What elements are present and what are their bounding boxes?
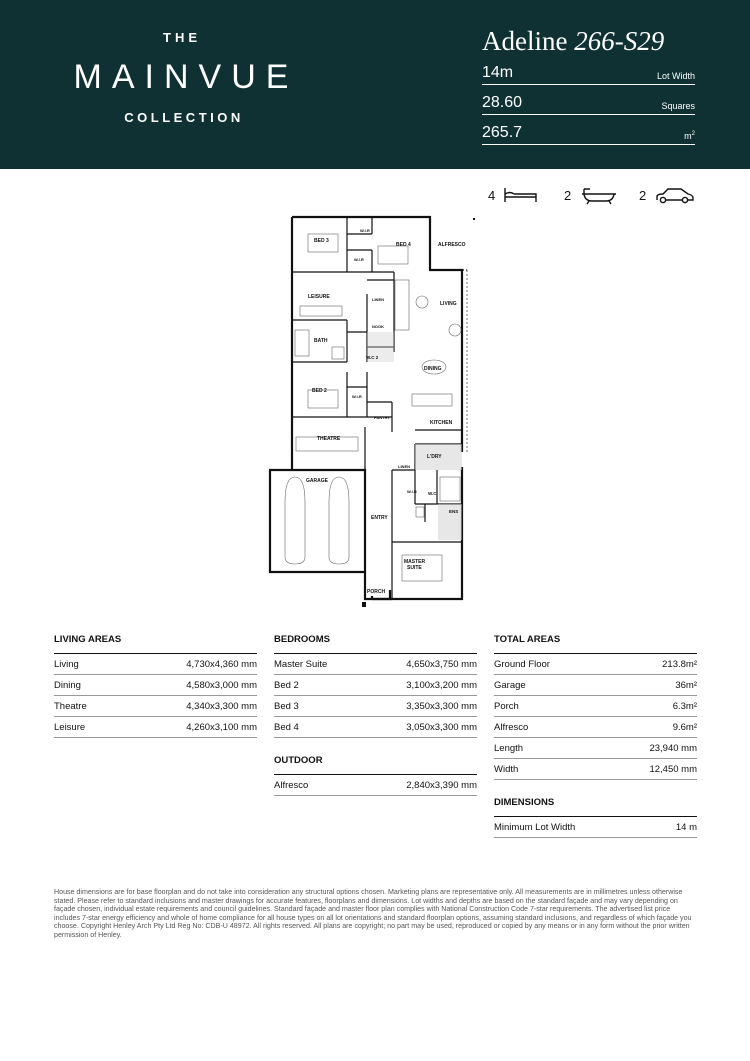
spec-value: 265.7 (482, 124, 523, 141)
room-label: ALFRESCO (438, 242, 466, 248)
spec-unit (684, 131, 695, 141)
room-label: ENTRY (371, 515, 388, 521)
room-label: W.I.R (407, 489, 417, 494)
room-label: BED 2 (312, 388, 327, 394)
table-row (274, 717, 477, 738)
row-value: 2,840x3,390 mm (406, 779, 477, 791)
row-label: Porch (494, 700, 519, 712)
room-label: LEISURE (308, 294, 330, 300)
table-row (54, 675, 257, 696)
table-row (54, 717, 257, 738)
room-label: DINING (424, 366, 442, 372)
row-value: 4,340x3,300 mm (186, 700, 257, 712)
room-label: LIVING (440, 301, 457, 307)
spec-area (482, 120, 695, 145)
bedrooms-table (274, 634, 477, 796)
table-row (274, 675, 477, 696)
room-label: W.I.R (354, 257, 364, 262)
spec-unit-sup: 2 (691, 131, 695, 137)
header-banner (0, 0, 750, 169)
total-areas-table (494, 634, 697, 838)
model-name: Adeline (482, 26, 568, 56)
row-value: 4,260x3,100 mm (186, 721, 257, 733)
car-icon (654, 186, 696, 206)
room-label: PORCH (367, 589, 386, 595)
row-value: 3,050x3,300 mm (406, 721, 477, 733)
disclaimer-text: House dimensions are for base floorplan and do not take into consideration any structural options chosen. Marketing plans are representative only. All measurements are in millimetres unless otherwise stated. Please refer to standard inclusions and master drawings for accurate features, floorplans and dimensions. Lot widths and depths are based on the standard façade and may vary depending on façade chosen, individual estate requirements and council guidelines. Standard façade and master floor plan complies with National Construction Code 7-star requirements. The advertised list price includes 7-star energy efficiency and whole of home compliance for all house types on all lot orientations and standard floorplan options, assuming standard inclusions, and regardless of which façade you choose. Copyright Henley Arch Pty Ltd Reg No: CDB-U 48972. All rights reserved. All plans are copyright; no part may be used, reproduced or copied by any means or in any form without the prior written permission of Henley. (54, 888, 692, 939)
bathroom-count: 2 (564, 188, 572, 203)
row-value: 14 m (675, 821, 697, 833)
row-value: 4,730x4,360 mm (186, 658, 257, 670)
bedroom-count: 4 (488, 188, 496, 203)
feature-icons (482, 184, 697, 208)
room-label: W.I.R (352, 394, 362, 399)
row-value: 4,580x3,000 mm (186, 679, 257, 691)
row-label: Minimum Lot Width (494, 821, 576, 833)
room-label: BED 3 (314, 238, 329, 244)
spec-value: 28.60 (482, 94, 523, 111)
table-row (494, 675, 697, 696)
row-value: 3,100x3,200 mm (406, 679, 477, 691)
room-label: LINEN (372, 297, 384, 302)
row-label: Bed 4 (274, 721, 299, 733)
spec-lot-width (482, 60, 695, 85)
row-value: 213.8m² (662, 658, 697, 670)
spec-unit: Squares (661, 101, 695, 111)
room-label: L'DRY (427, 454, 442, 460)
table-row (494, 717, 697, 738)
room-label: BATH (314, 338, 328, 344)
row-value: 36m² (675, 679, 697, 691)
spec-squares (482, 90, 695, 115)
room-label: W.C (428, 491, 437, 496)
room-label: ENS (449, 509, 459, 514)
row-label: Garage (494, 679, 526, 691)
model-title (482, 26, 664, 57)
table-row (274, 654, 477, 675)
bath-icon (580, 185, 618, 205)
living-areas-table (54, 634, 257, 738)
table-row (54, 654, 257, 675)
row-value: 3,350x3,300 mm (406, 700, 477, 712)
row-label: Living (54, 658, 79, 670)
table-row (494, 654, 697, 675)
row-label: Alfresco (274, 779, 309, 791)
row-label: Ground Floor (494, 658, 550, 670)
section-heading: BEDROOMS (274, 634, 477, 654)
section-heading: TOTAL AREAS (494, 634, 697, 654)
room-label: W.I.R (360, 228, 370, 233)
room-label: MASTER (404, 559, 426, 565)
row-label: Alfresco (494, 721, 529, 733)
spec-value: 14m (482, 64, 514, 81)
row-label: Master Suite (274, 658, 328, 670)
row-label: Width (494, 763, 519, 775)
room-label: GARAGE (306, 478, 328, 484)
row-label: Leisure (54, 721, 86, 733)
spec-unit: Lot Width (656, 71, 695, 81)
row-label: Theatre (54, 700, 87, 712)
section-heading: LIVING AREAS (54, 634, 257, 654)
table-row (494, 696, 697, 717)
section-heading: DIMENSIONS (494, 797, 697, 817)
table-row (494, 817, 697, 838)
room-label: BED 4 (396, 242, 411, 248)
floorplan (262, 212, 492, 612)
row-label: Dining (54, 679, 81, 691)
table-row (54, 696, 257, 717)
brand-collection: COLLECTION (124, 110, 244, 125)
row-value: 4,650x3,750 mm (406, 658, 477, 670)
room-label: W.C 2 (366, 355, 379, 360)
room-label: LINEN (398, 464, 410, 469)
room-label: THEATRE (317, 436, 341, 442)
room-label: SUITE (407, 565, 422, 571)
row-value: 9.6m² (672, 721, 697, 733)
row-value: 23,940 mm (649, 742, 697, 754)
brand-the: THE (163, 30, 201, 45)
row-value: 6.3m² (672, 700, 697, 712)
room-label: KITCHEN (430, 420, 453, 426)
row-value: 12,450 mm (649, 763, 697, 775)
row-label: Length (494, 742, 524, 754)
table-row (494, 759, 697, 780)
table-row (274, 775, 477, 796)
spec-unit-text: m (684, 131, 692, 141)
row-label: Bed 3 (274, 700, 299, 712)
section-heading: OUTDOOR (274, 755, 477, 775)
bed-icon (502, 185, 540, 205)
room-label: NOOK (372, 324, 384, 329)
table-row (274, 696, 477, 717)
brand-logo: MAINVUE (73, 58, 299, 96)
table-row (494, 738, 697, 759)
row-label: Bed 2 (274, 679, 299, 691)
garage-count: 2 (639, 188, 647, 203)
room-label: PANTRY (374, 415, 390, 420)
model-number: 266-S29 (574, 26, 665, 56)
